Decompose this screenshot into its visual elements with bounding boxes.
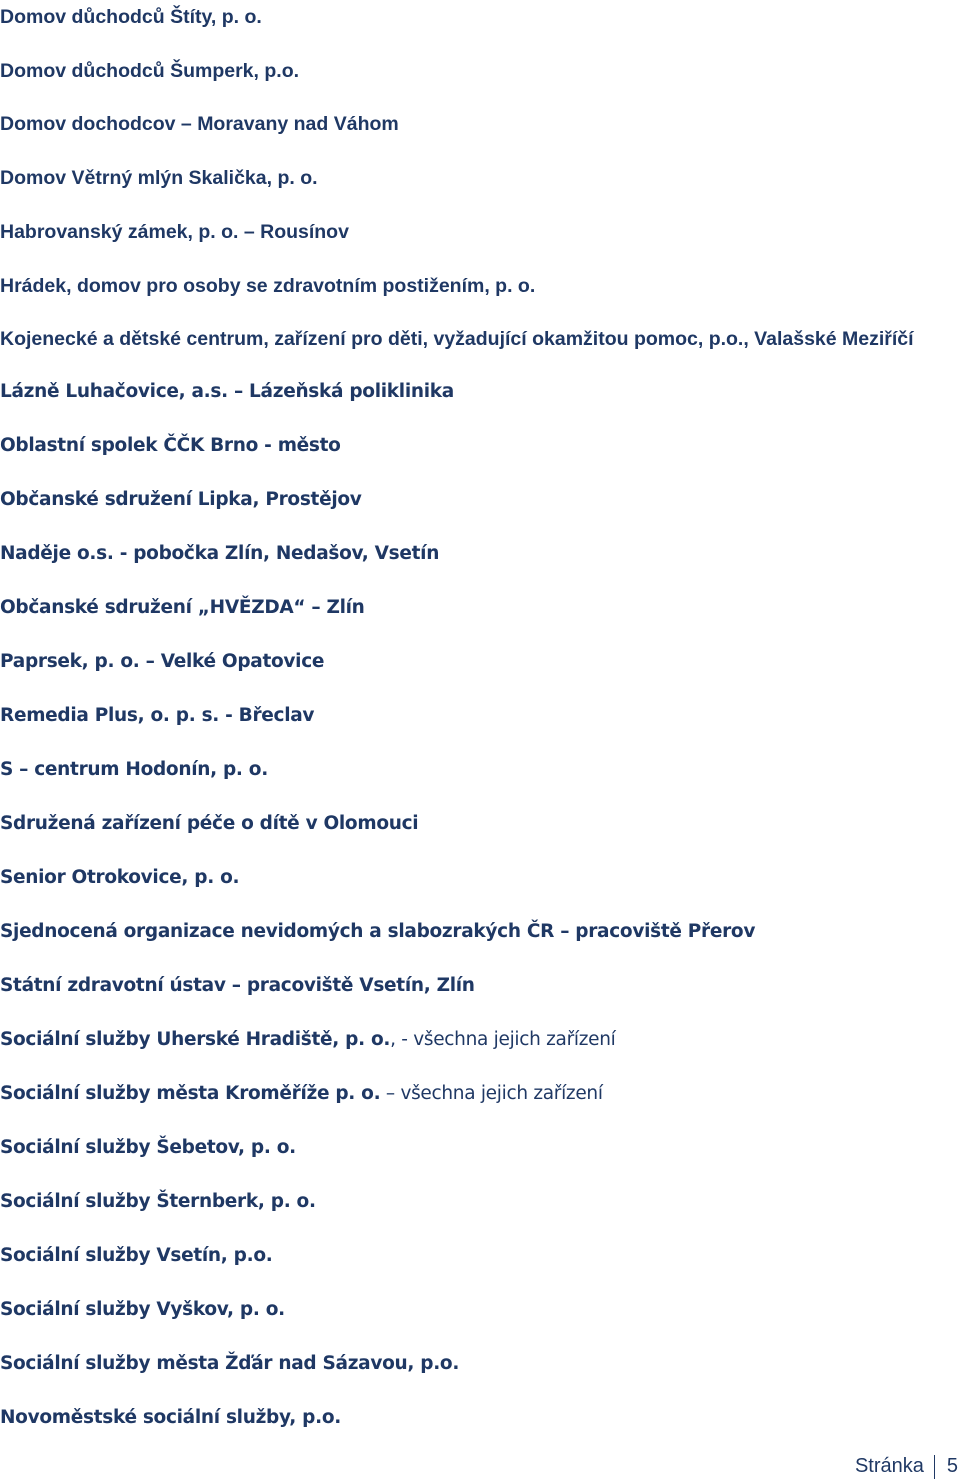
list-item [0,1081,603,1107]
list-item-name: Občanské sdružení „HVĚZDA“ – Zlín [0,597,365,618]
list-item [0,703,314,729]
list-item [0,1027,615,1053]
list-item-name: Sociální služby Šebetov, p. o. [0,1137,296,1158]
list-item [0,487,362,513]
list-item [0,757,268,783]
list-item [0,111,399,137]
list-item-name: Domov dochodcov – Moravany nad Váhom [0,113,399,136]
list-item [0,219,349,245]
list-item-name: Sdružená zařízení péče o dítě v Olomouci [0,813,419,834]
page-number: 5 [946,1455,958,1477]
list-item-name: Domov důchodců Šumperk, p.o. [0,59,300,82]
list-item [0,379,454,405]
list-item-name: Sociální služby Šternberk, p. o. [0,1191,316,1212]
list-item [0,1243,272,1269]
list-item [0,326,914,352]
list-item [0,541,439,567]
list-item-name: Oblastní spolek ČČK Brno - město [0,435,341,456]
list-item [0,649,324,675]
list-item [0,4,262,30]
list-item-name: Paprsek, p. o. – Velké Opatovice [0,651,325,672]
list-item [0,433,341,459]
list-item [0,973,475,999]
list-item-name: Sjednocená organizace nevidomých a slabozrakých ČR – pracoviště Přerov [0,921,756,942]
list-item [0,165,318,191]
list-item-name: Hrádek, domov pro osoby se zdravotním postižením, p. o. [0,274,536,297]
list-item-name: Remedia Plus, o. p. s. - Břeclav [0,705,315,726]
list-item-name: Domov důchodců Štíty, p. o. [0,6,262,28]
list-item-name: Lázně Luhačovice, a.s. – Lázeňská poliklinika [0,381,454,402]
list-item-name: Občanské sdružení Lipka, Prostějov [0,489,362,510]
list-item-name: Sociální služby města Kroměříže p. o. [0,1083,381,1104]
list-item-name: Kojenecké a dětské centrum, zařízení pro děti, vyžadující okamžitou pomoc, p.o., Valašské Meziříčí [0,328,914,351]
list-item [0,811,418,837]
list-item [0,1135,296,1161]
list-item [0,1351,459,1377]
list-item [0,865,239,891]
list-item-name: Senior Otrokovice, p. o. [0,867,240,888]
list-item-note: , - všechna jejich zařízení [390,1029,616,1050]
list-item-name: Naděje o.s. - pobočka Zlín, Nedašov, Vsetín [0,543,440,564]
list-item-name: Státní zdravotní ústav – pracoviště Vsetín, Zlín [0,975,475,996]
page-footer [855,1452,960,1480]
list-item-note: – všechna jejich zařízení [380,1083,603,1104]
list-item-name: S – centrum Hodonín, p. o. [0,759,268,780]
list-item-name: Sociální služby Uherské Hradiště, p. o. [0,1029,391,1050]
page-label: Stránka [854,1455,924,1477]
list-item [0,273,535,299]
list-item [0,1405,341,1431]
list-item [0,1297,285,1323]
list-item-name: Sociální služby města Žďár nad Sázavou, p.o. [0,1353,460,1374]
list-item [0,919,755,945]
list-item-name: Sociální služby Vsetín, p.o. [0,1245,273,1266]
list-item-name: Domov Větrný mlýn Skalička, p. o. [0,167,318,190]
list-item [0,58,299,84]
list-item-name: Sociální služby Vyškov, p. o. [0,1299,285,1320]
list-item-name: Novoměstské sociální služby, p.o. [0,1407,341,1428]
list-item-name: Habrovanský zámek, p. o. – Rousínov [0,220,349,243]
list-item [0,595,365,621]
list-item [0,1189,316,1215]
